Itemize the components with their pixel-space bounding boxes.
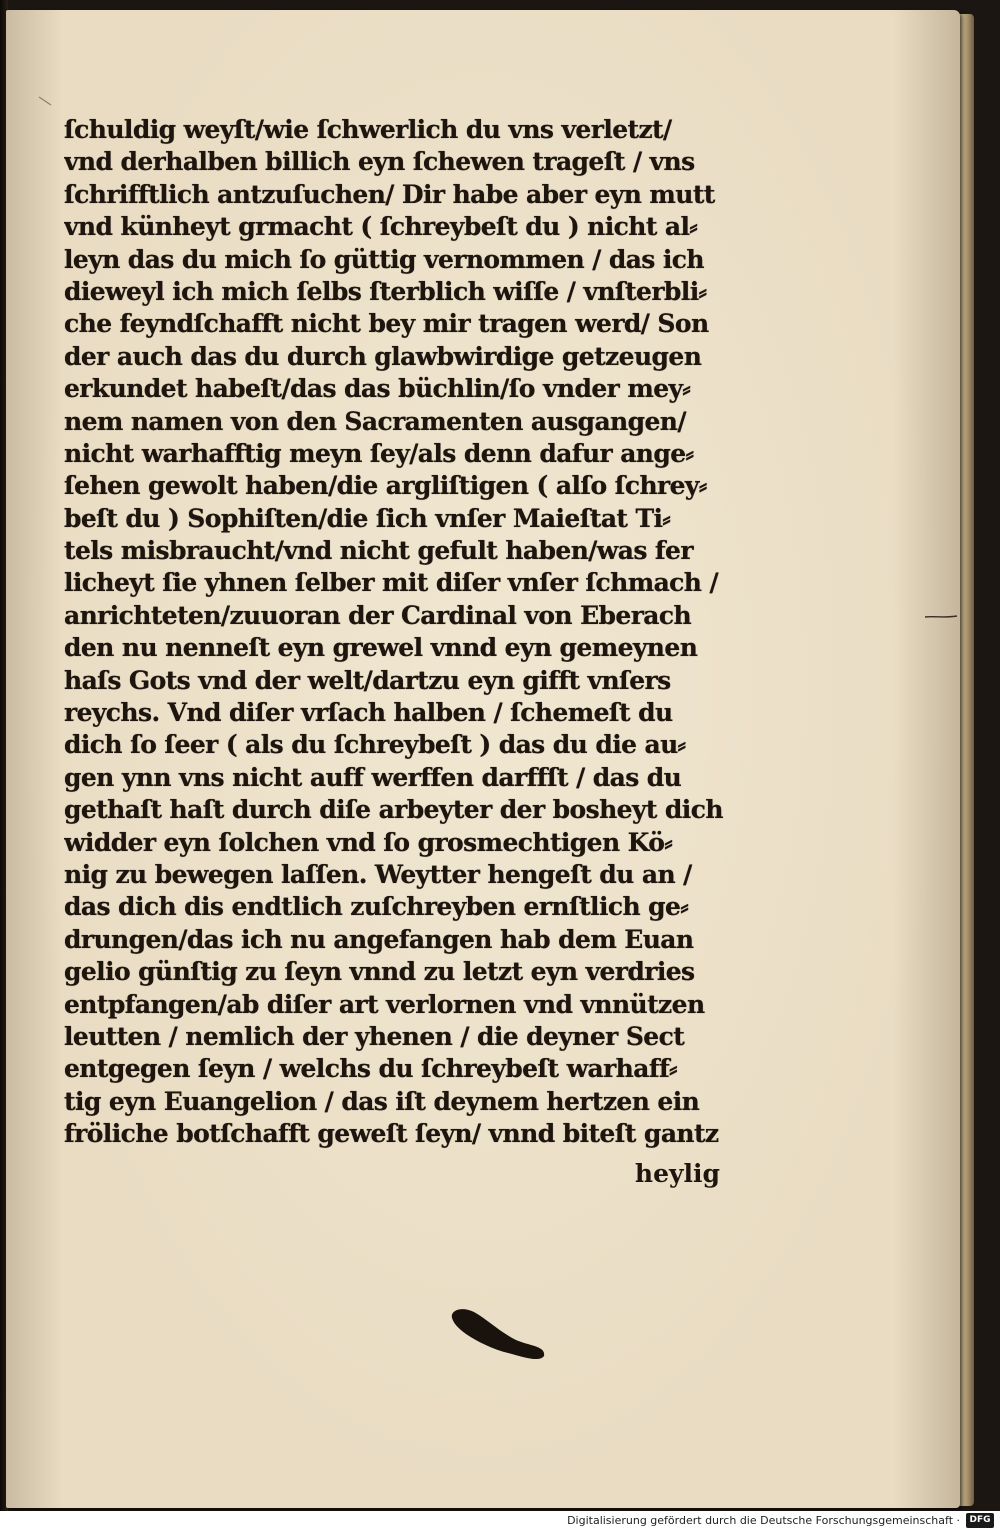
text-line: erkundet habeſt/das das büchlin/ſo vnder mey⸗: [64, 374, 691, 404]
text-line: beſt du ) Sophiſten/die ſich vnſer Maieſtat Ti⸗: [64, 503, 671, 533]
text-line: widder eyn ſolchen vnd ſo grosmechtigen Kö⸗: [64, 827, 673, 857]
text-line: ſchrifftlich antzuſuchen/ Dir habe aber eyn mutt: [64, 179, 715, 209]
text-line: haſs Gots vnd der welt/dartzu eyn gifft vnſers: [64, 665, 671, 695]
text-line: nig zu bewegen laſſen. Weytter hengeſt du an /: [64, 859, 692, 889]
text-line: leutten / nemlich der yhenen / die deyner Sect: [64, 1021, 685, 1051]
text-line: leyn das du mich ſo güttig vernommen / das ich: [64, 244, 704, 274]
text-line: tels misbraucht/vnd nicht gefult haben/was fer: [64, 536, 693, 566]
text-line: licheyt ſie yhnen ſelber mit diſer vnſer ſchmach /: [64, 568, 719, 598]
text-line: fröliche botſchafft geweſt ſeyn/ vnnd biteſt gantz: [64, 1119, 719, 1149]
catchword: heylig: [634, 1159, 720, 1188]
text-line: gen ynn vns nicht auff werffen darffſt / das du: [64, 762, 682, 792]
text-line: gelio günſtig zu ſeyn vnnd zu letzt eyn verdries: [64, 957, 695, 987]
text-line: ſehen gewolt haben/die argliſtigen ( alſo ſchrey⸗: [64, 471, 707, 501]
text-line: gethaſt haſt durch diſe arbeyter der bosheyt dich: [64, 795, 723, 825]
text-line: den nu nenneſt eyn grewel vnnd eyn gemeynen: [64, 633, 698, 663]
text-line: das dich dis endtlich zuſchreyben ernſtlich ge⸗: [64, 892, 689, 922]
text-line: entpfangen/ab diſer art verlornen vnd vnnützen: [64, 989, 705, 1019]
text-line: dieweyl ich mich ſelbs ſterblich wiſſe / vnſterbli⸗: [64, 276, 707, 306]
page-edge: [958, 14, 974, 1506]
text-line: reychs. Vnd diſer vrſach halben / ſchemeſt du: [64, 698, 673, 728]
text-line: che feyndſchafft nicht bey mir tragen werd/ Son: [64, 309, 709, 339]
text-line: nem namen von den Sacramenten ausgangen/: [64, 406, 686, 436]
text-line: vnd derhalben billich eyn ſchewen trageſt / vns: [64, 147, 695, 177]
margin-mark: [924, 614, 958, 620]
text-line: ſchuldig weyſt/wie ſchwerlich du vns verletzt/: [64, 115, 672, 144]
text-line: dich ſo ſeer ( als du ſchreybeſt ) das du die au⸗: [64, 730, 686, 760]
body-text: [64, 114, 724, 1151]
text-line: nicht warhafftig meyn ſey/als denn dafur ange⸗: [64, 438, 694, 468]
text-line: der auch das du durch glawbwirdige getzeugen: [64, 341, 702, 371]
corner-mark: [38, 96, 54, 108]
footer-credit: Digitalisierung gefördert durch die Deutsche Forschungsgemeinschaft ·: [567, 1514, 960, 1527]
dfg-logo: DFG: [966, 1513, 994, 1528]
text-line: drungen/das ich nu angefangen hab dem Euan: [64, 924, 694, 954]
text-line: tig eyn Euangelion / das iſt deynem hertzen ein: [64, 1086, 700, 1116]
text-line: entgegen ſeyn / welchs du ſchreybeſt warhaff⸗: [64, 1054, 677, 1084]
text-line: vnd künheyt grmacht ( ſchreybeſt du ) nicht al⸗: [64, 212, 698, 242]
ink-blot: [448, 1306, 548, 1362]
text-line: anrichteten/zuuoran der Cardinal von Eberach: [64, 600, 692, 630]
